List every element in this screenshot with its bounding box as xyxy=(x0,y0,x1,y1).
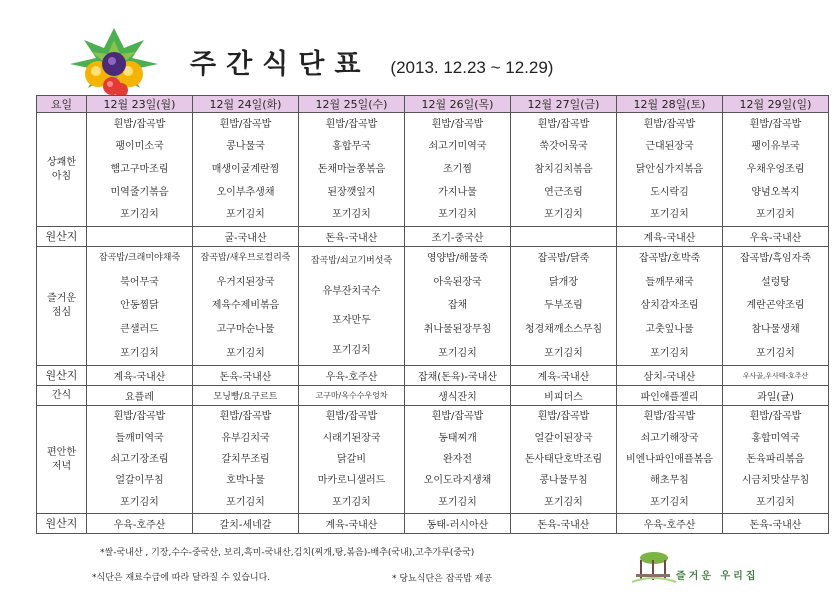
day-header-row xyxy=(37,96,829,113)
lunch-cell xyxy=(299,247,405,366)
menu-item: 가지나물 xyxy=(438,186,477,198)
origin-cell: 갈치-세네갈 xyxy=(193,514,299,534)
menu-item: 미역줄기볶음 xyxy=(110,186,169,198)
origin-cell: 우사골,우사태-호주산 xyxy=(723,366,829,386)
day-header: 12월 25일(수) xyxy=(299,96,405,113)
menu-item: 흰밥/잡곡밥 xyxy=(113,118,166,130)
menu-item: 닭안심가지볶음 xyxy=(635,163,704,175)
menu-item: 흰밥/잡곡밥 xyxy=(325,118,378,130)
menu-item: 흰밥/잡곡밥 xyxy=(643,118,696,130)
dinner-cell xyxy=(617,406,723,514)
origin-cell: 굴-국내산 xyxy=(193,227,299,247)
menu-item: 포기김치 xyxy=(332,209,371,221)
menu-item: 설렁탕 xyxy=(761,276,790,288)
menu-item: 쇠고기미역국 xyxy=(428,141,487,153)
menu-item: 돈육파리볶음 xyxy=(746,453,805,465)
menu-item: 비엔나파인애플볶음 xyxy=(626,453,713,465)
origin-cell: 계육-국내산 xyxy=(87,366,193,386)
dinner-label xyxy=(37,406,87,514)
menu-item: 흰밥/잡곡밥 xyxy=(325,411,378,423)
day-header: 12월 23일(월) xyxy=(87,96,193,113)
lunch-cell xyxy=(193,247,299,366)
menu-item: 시래기된장국 xyxy=(322,432,381,444)
christmas-ornament-logo xyxy=(66,26,162,106)
menu-item: 참나물생채 xyxy=(751,324,800,336)
dinner-cell xyxy=(723,406,829,514)
origin-cell: 돈육-국내산 xyxy=(299,227,405,247)
menu-item: 쇠고기장조림 xyxy=(110,453,169,465)
dinner-row xyxy=(37,406,829,514)
menu-item: 계란곤약조림 xyxy=(746,300,805,312)
snack-cell: 비피더스 xyxy=(511,386,617,406)
menu-item: 포자만두 xyxy=(332,315,371,327)
menu-item: 잡곡밥/크래미야채죽 xyxy=(98,253,181,264)
menu-item: 얼갈이무침 xyxy=(115,475,164,487)
menu-item: 완자전 xyxy=(443,453,472,465)
menu-item: 된장깻잎지 xyxy=(327,186,376,198)
menu-item: 유부김치국 xyxy=(221,432,270,444)
menu-item: 호박나물 xyxy=(226,475,265,487)
menu-item: 마카로니샐러드 xyxy=(317,475,386,487)
menu-item: 포기김치 xyxy=(120,496,159,508)
menu-item: 참치김치볶음 xyxy=(534,163,593,175)
origin-cell: 돈육-국내산 xyxy=(723,514,829,534)
lunch-label xyxy=(37,247,87,366)
menu-item: 흰밥/잡곡밥 xyxy=(749,118,802,130)
menu-item: 포기김치 xyxy=(438,496,477,508)
menu-item: 고춧잎나물 xyxy=(645,324,694,336)
menu-item: 두부조림 xyxy=(544,300,583,312)
menu-item: 잡곡밥/호박죽 xyxy=(638,253,701,265)
menu-item: 포기김치 xyxy=(332,496,371,508)
menu-item: 안동찜닭 xyxy=(120,300,159,312)
menu-item: 양념오복지 xyxy=(751,186,800,198)
menu-item: 콩나물무침 xyxy=(539,475,588,487)
origin-cell: 우육-호주산 xyxy=(299,366,405,386)
menu-item: 흰밥/잡곡밥 xyxy=(537,411,590,423)
lunch-origin-row xyxy=(37,366,829,386)
brand-name: 즐거운 우리집 xyxy=(676,571,759,582)
origin-cell: 삼치-국내산 xyxy=(617,366,723,386)
snack-cell: 고구마/옥수수우엉차 xyxy=(299,386,405,406)
menu-item: 포기김치 xyxy=(650,496,689,508)
breakfast-cell xyxy=(617,113,723,227)
lunch-row xyxy=(37,247,829,366)
menu-item: 포기김치 xyxy=(120,347,159,359)
snack-cell: 모닝빵/요구르트 xyxy=(193,386,299,406)
snack-cell: 생식잔치 xyxy=(405,386,511,406)
origin-cell: 우육-국내산 xyxy=(723,227,829,247)
origin-cell: 계육-국내산 xyxy=(617,227,723,247)
lunch-cell xyxy=(405,247,511,366)
menu-item: 얼갈이된장국 xyxy=(534,432,593,444)
menu-item: 쇠고기해장국 xyxy=(640,432,699,444)
origin-cell: 동태-러시아산 xyxy=(405,514,511,534)
lunch-cell xyxy=(723,247,829,366)
menu-item: 우채우엉조림 xyxy=(746,163,805,175)
lunch-label-line1: 즐거운 xyxy=(47,293,76,304)
menu-item: 오이도라지생채 xyxy=(423,475,492,487)
menu-item: 삼치감자조림 xyxy=(640,300,699,312)
menu-item: 포기김치 xyxy=(544,209,583,221)
menu-item: 포기김치 xyxy=(544,347,583,359)
origin-label: 원산지 xyxy=(37,227,87,247)
menu-item: 팽이미소국 xyxy=(115,141,164,153)
menu-item: 잡곡밥/닭죽 xyxy=(537,253,590,265)
menu-item: 시금치맛살무침 xyxy=(741,475,810,487)
origin-note: *쌀-국내산 , 기장,수수-중국산, 보리,흑미-국내산,김치(찌개,탕,볶음)-배추(국내),고추가루(중국) xyxy=(100,548,475,558)
menu-item: 큰샐러드 xyxy=(120,324,159,336)
menu-item: 흰밥/잡곡밥 xyxy=(749,411,802,423)
menu-item: 포기김치 xyxy=(756,209,795,221)
menu-item: 흰밥/잡곡밥 xyxy=(219,411,272,423)
menu-item: 영양밥/해물죽 xyxy=(426,253,489,265)
dinner-cell xyxy=(193,406,299,514)
menu-item: 콩나물국 xyxy=(226,141,265,153)
origin-label: 원산지 xyxy=(37,366,87,386)
menu-item: 잡곡밥/흑임자죽 xyxy=(740,253,811,265)
lunch-label-line2: 점심 xyxy=(51,307,72,318)
dinner-cell xyxy=(511,406,617,514)
weekly-menu-table xyxy=(36,95,829,534)
menu-item: 홍합미역국 xyxy=(751,432,800,444)
menu-item: 흰밥/잡곡밥 xyxy=(537,118,590,130)
snack-cell: 과일(귤) xyxy=(723,386,829,406)
breakfast-origin-row xyxy=(37,227,829,247)
origin-cell: 잡채(돈육)-국내산 xyxy=(405,366,511,386)
breakfast-row xyxy=(37,113,829,227)
menu-item: 포기김치 xyxy=(650,347,689,359)
menu-item: 갈치무조림 xyxy=(221,453,270,465)
menu-item: 잡채 xyxy=(447,300,468,312)
menu-item: 도시락김 xyxy=(650,186,689,198)
dinner-cell xyxy=(87,406,193,514)
menu-item: 포기김치 xyxy=(438,209,477,221)
day-header: 12월 24일(화) xyxy=(193,96,299,113)
breakfast-cell xyxy=(193,113,299,227)
menu-item: 유부잔치국수 xyxy=(322,285,381,297)
breakfast-label-line1: 상쾌한 xyxy=(47,156,76,168)
menu-item: 돈채마늘쫑볶음 xyxy=(317,163,386,175)
dinner-label-line1: 편안한 xyxy=(47,446,76,458)
menu-item: 팽이유부국 xyxy=(751,141,800,153)
breakfast-cell xyxy=(723,113,829,227)
breakfast-cell xyxy=(511,113,617,227)
menu-item: 쑥갓어묵국 xyxy=(539,141,588,153)
title-block xyxy=(190,42,553,82)
breakfast-cell xyxy=(405,113,511,227)
menu-item: 흰밥/잡곡밥 xyxy=(431,411,484,423)
menu-item: 홍합무국 xyxy=(332,141,371,153)
snack-cell: 요플레 xyxy=(87,386,193,406)
menu-item: 잡곡밥/새우브로컬리죽 xyxy=(200,253,291,264)
menu-item: 포기김치 xyxy=(756,347,795,359)
menu-item: 고구마순나물 xyxy=(216,324,275,336)
menu-item: 포기김치 xyxy=(226,496,265,508)
dinner-cell xyxy=(405,406,511,514)
day-header: 12월 29일(일) xyxy=(723,96,829,113)
menu-item: 포기김치 xyxy=(332,344,371,356)
menu-item: 동태찌개 xyxy=(438,432,477,444)
menu-item: 햄고구마조림 xyxy=(110,163,169,175)
origin-cell xyxy=(511,227,617,247)
breakfast-label xyxy=(37,113,87,227)
origin-cell: 돈육-국내산 xyxy=(511,514,617,534)
breakfast-cell xyxy=(299,113,405,227)
menu-item: 흰밥/잡곡밥 xyxy=(431,118,484,130)
dinner-label-line2: 저녁 xyxy=(51,460,72,472)
origin-cell: 우육-호주산 xyxy=(87,514,193,534)
menu-item: 닭갈비 xyxy=(337,453,366,465)
origin-label: 원산지 xyxy=(37,514,87,534)
menu-item: 우거지된장국 xyxy=(216,276,275,288)
menu-item: 북어무국 xyxy=(120,276,159,288)
menu-item: 포기김치 xyxy=(756,496,795,508)
menu-item: 돈사태단호박조림 xyxy=(524,453,603,465)
page-title: 주간식단표 xyxy=(190,49,371,80)
menu-item: 매생이굴계란찜 xyxy=(211,163,280,175)
origin-cell: 조기-중국산 xyxy=(405,227,511,247)
menu-item: 들깨무채국 xyxy=(645,276,694,288)
menu-item: 닭개장 xyxy=(549,276,578,288)
menu-item: 포기김치 xyxy=(226,209,265,221)
menu-item: 아욱된장국 xyxy=(433,276,482,288)
day-header: 12월 26일(목) xyxy=(405,96,511,113)
origin-cell xyxy=(87,227,193,247)
menu-item: 들깨미역국 xyxy=(115,432,164,444)
breakfast-cell xyxy=(87,113,193,227)
menu-item: 흰밥/잡곡밥 xyxy=(113,411,166,423)
menu-item: 조기찜 xyxy=(443,163,472,175)
menu-item: 취나물된장무침 xyxy=(423,324,492,336)
menu-item: 포기김치 xyxy=(120,209,159,221)
origin-cell: 계육-국내산 xyxy=(299,514,405,534)
dinner-cell xyxy=(299,406,405,514)
snack-row xyxy=(37,386,829,406)
origin-cell: 돈육-국내산 xyxy=(193,366,299,386)
day-header: 12월 28일(토) xyxy=(617,96,723,113)
lunch-cell xyxy=(511,247,617,366)
menu-item: 제육수제비볶음 xyxy=(211,300,280,312)
menu-item: 포기김치 xyxy=(438,347,477,359)
menu-item: 흰밥/잡곡밥 xyxy=(219,118,272,130)
menu-item: 근대된장국 xyxy=(645,141,694,153)
corner-label: 요일 xyxy=(37,96,87,113)
lunch-cell xyxy=(87,247,193,366)
menu-item: 잡곡밥/쇠고기버섯죽 xyxy=(310,256,393,267)
change-note: *식단은 재료수급에 따라 달라질 수 있습니다. xyxy=(92,573,271,583)
diabetes-note: * 당뇨식단은 잡곡밥 제공 xyxy=(392,574,493,584)
menu-item: 포기김치 xyxy=(544,496,583,508)
snack-cell: 파인애플젤리 xyxy=(617,386,723,406)
menu-item: 청경채깨소스무침 xyxy=(524,324,603,336)
origin-cell: 우육-호주산 xyxy=(617,514,723,534)
menu-item: 포기김치 xyxy=(650,209,689,221)
origin-cell: 계육-국내산 xyxy=(511,366,617,386)
day-header: 12월 27일(금) xyxy=(511,96,617,113)
snack-label: 간식 xyxy=(37,386,87,406)
period-label: (2013. 12.23 ~ 12.29) xyxy=(390,58,554,77)
breakfast-label-line2: 아침 xyxy=(51,170,72,182)
menu-item: 흰밥/잡곡밥 xyxy=(643,411,696,423)
menu-item: 포기김치 xyxy=(226,347,265,359)
menu-item: 연근조림 xyxy=(544,186,583,198)
menu-item: 오이부추생채 xyxy=(216,186,275,198)
dinner-origin-row xyxy=(37,514,829,534)
lunch-cell xyxy=(617,247,723,366)
menu-item: 해초무침 xyxy=(650,475,689,487)
